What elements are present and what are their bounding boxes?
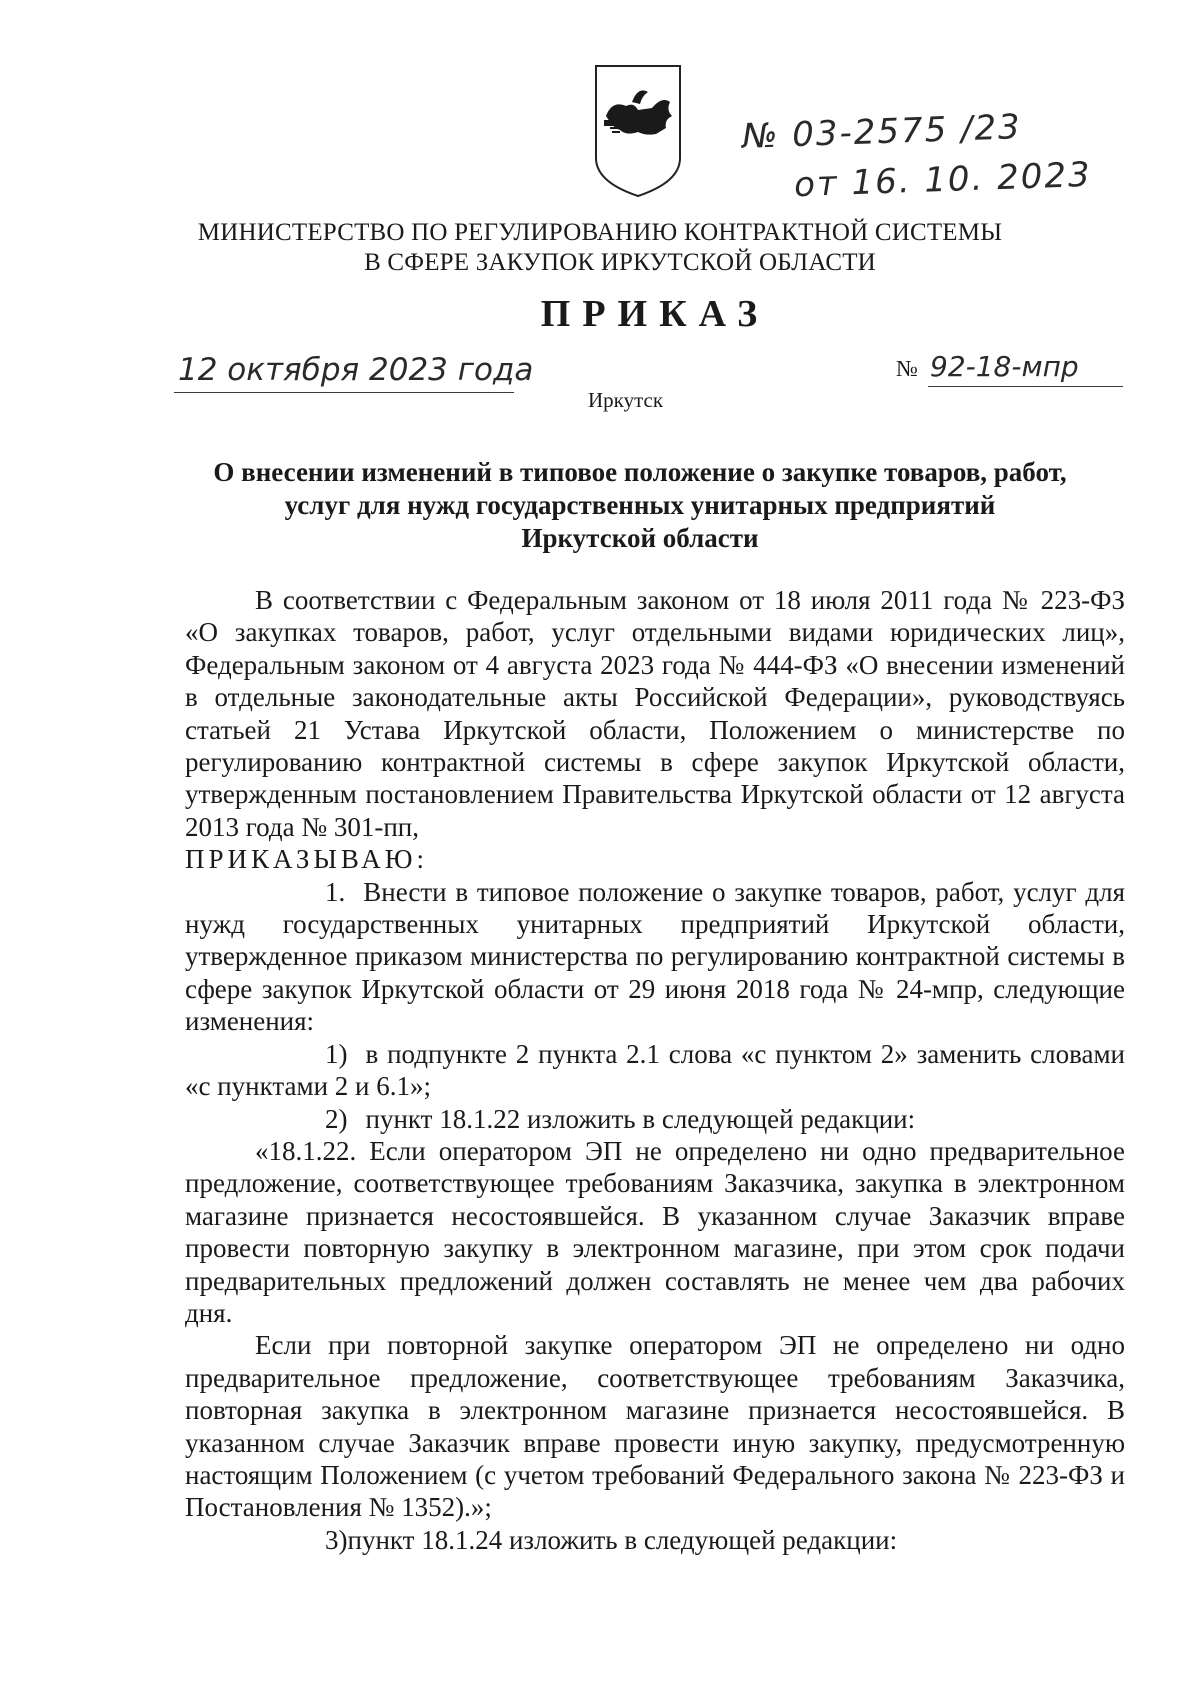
coat-of-arms-emblem — [592, 62, 684, 200]
ministry-line-2: В СФЕРЕ ЗАКУПОК ИРКУТСКОЙ ОБЛАСТИ — [364, 249, 876, 276]
item-1-label: 1. — [325, 876, 346, 907]
quote-paragraph-1: «18.1.22. Если оператором ЭП не определено ни одно предварительное предложение, соответствующее требованиям Заказчика, закупка в электронном магазине признается несостоявшейся. В указанном случае Заказчик вправе провести повторную закупку в электронном магазине, при этом срок подачи предварительных предложений должен составлять не менее чем два рабочих дня. — [185, 1135, 1125, 1328]
subitem-1-label: 1) — [325, 1038, 348, 1069]
subitem-2-paragraph — [185, 1103, 1125, 1135]
order-word: ПРИКАЗЫВАЮ: — [185, 844, 428, 875]
registration-number: № 03-2575 /23 — [741, 107, 1023, 157]
preamble-paragraph: В соответствии с Федеральным законом от 18 июля 2011 года № 223-ФЗ «О закупках товаров, работ, услуг отдельными видами юридических лиц», Федеральным законом от 4 августа 2023 года № 444-ФЗ «О внесении изменений в отдельные законодательные акты Российской Федерации», руководствуясь статьей 21 Устава Иркутской области, Положением о министерстве по регулированию контрактной системы в сфере закупок Иркутской области, утвержденным постановлением Правительства Иркутской области от 12 августа 2013 года № 301-пп, — [185, 585, 1125, 842]
subitem-3-label: 3) — [325, 1524, 348, 1555]
document-type-title: ПРИКАЗ — [540, 293, 770, 335]
order-number-value: 92-18-мпр — [930, 350, 1079, 383]
quote-paragraph-2: Если при повторной закупке оператором ЭП не определено ни одно предварительное предложение, соответствующее требованиям Заказчика, повторная закупка в электронном магазине признается несостоявшейся. В указанном случае Заказчик вправе провести иную закупку, предусмотренную настоящим Положением (с учетом требований Федерального закона № 223-ФЗ и Постановления № 1352).»; — [185, 1330, 1125, 1523]
subitem-3-text: пункт 18.1.24 изложить в следующей редакции: — [347, 1524, 898, 1555]
date-underline — [174, 392, 514, 393]
ministry-line-1: МИНИСТЕРСТВО ПО РЕГУЛИРОВАНИЮ КОНТРАКТНОЙ СИСТЕМЫ — [197, 219, 1003, 246]
item-1-text: Внести в типовое положение о закупке товаров, работ, услуг для нужд государственных унитарных предприятий Иркутской области, утвержденное приказом министерства по регулированию контрактной системы в сфере закупок Иркутской области от 29 июня 2018 года № 24-мпр, следующие изменения: — [185, 876, 1125, 1037]
number-underline — [928, 386, 1123, 387]
order-body — [185, 584, 1125, 1556]
subject-line-1: О внесении изменений в типовое положение о закупке товаров, работ, — [213, 457, 1067, 487]
subitem-2-text: пункт 18.1.22 изложить в следующей редакции: — [365, 1103, 916, 1134]
subitem-1-text: в подпункте 2 пункта 2.1 слова «с пунктом 2» заменить словами «с пунктами 2 и 6.1»; — [185, 1038, 1125, 1102]
order-subject — [160, 456, 1120, 555]
subject-line-2: услуг для нужд государственных унитарных предприятий — [284, 490, 996, 520]
city-name: Иркутск — [588, 388, 664, 412]
ministry-name — [0, 218, 1200, 278]
subitem-1-paragraph — [185, 1038, 1125, 1103]
subitem-2-label: 2) — [325, 1103, 348, 1134]
subject-line-3: Иркутской области — [521, 523, 759, 553]
registration-date: от 16. 10. 2023 — [793, 154, 1093, 206]
order-date — [178, 352, 533, 388]
order-date-text: 12 октября 2023 года — [178, 352, 534, 388]
order-number-label: № — [896, 356, 918, 381]
subitem-3-paragraph — [185, 1524, 1125, 1556]
registration-stamp — [741, 107, 1093, 212]
item-1-paragraph — [185, 876, 1125, 1038]
